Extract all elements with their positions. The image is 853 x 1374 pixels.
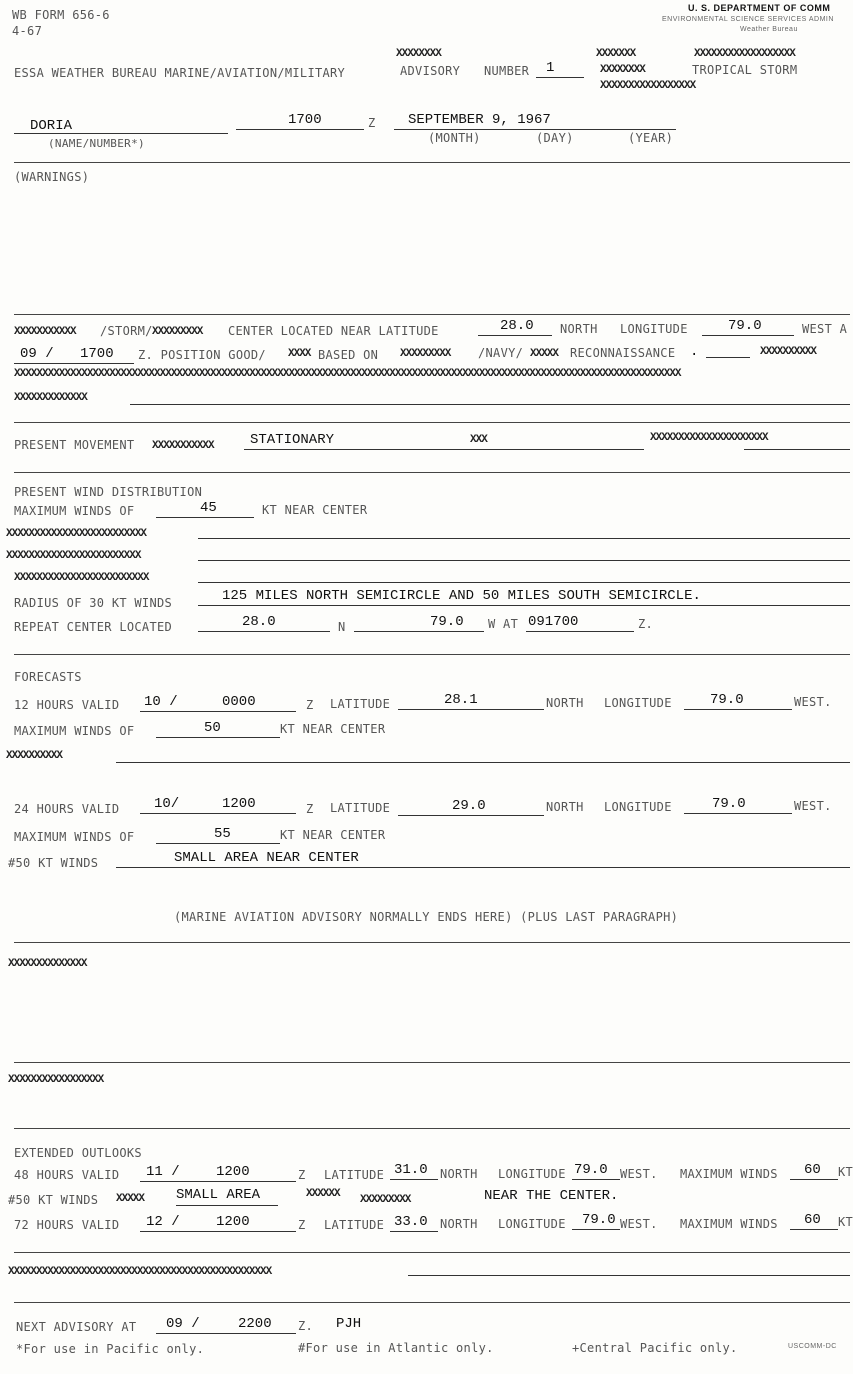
strikeout: XXXXXXXXXX (6, 750, 63, 762)
o72-latitude: 33.0 (394, 1214, 428, 1230)
atlantic-footnote: #For use in Atlantic only. (298, 1341, 494, 1355)
f24-day: 10/ (154, 796, 180, 812)
storm-name: DORIA (30, 118, 73, 134)
latitude-label: LATITUDE (324, 1218, 385, 1232)
o48-latitude: 31.0 (394, 1162, 428, 1178)
department-name: U. S. DEPARTMENT OF COMM (688, 3, 831, 13)
based-on-label: BASED ON (318, 348, 379, 362)
underline (140, 711, 296, 712)
strikeout: XXXXXXXXXXXXXXXXXX (694, 48, 795, 60)
date-underline (394, 129, 676, 130)
z-label: Z (298, 1218, 306, 1232)
divider (14, 1252, 850, 1253)
underline (156, 843, 280, 844)
strikeout: XXXXX (530, 348, 559, 360)
underline (790, 1179, 838, 1180)
underline (478, 335, 552, 336)
strikeout: XXXXXXXXXXXXXXXXXXXXX (650, 432, 768, 444)
o72-max: 60 (804, 1212, 821, 1228)
month-caption: (MONTH) (428, 131, 481, 145)
printer-stamp: USCOMM-DC (788, 1343, 837, 1350)
longitude-label: LONGITUDE (604, 696, 672, 710)
f24-max-label: MAXIMUM WINDS OF (14, 830, 135, 844)
underline (790, 1229, 838, 1230)
position-time: 1700 (80, 346, 114, 362)
center-latitude: 28.0 (500, 318, 534, 334)
underline (398, 815, 544, 816)
period: . (690, 344, 699, 360)
o48-max: 60 (804, 1162, 821, 1178)
o72-day: 12 / (146, 1214, 180, 1230)
kt-label: KT (838, 1165, 853, 1179)
forecasts-label: FORECASTS (14, 670, 82, 684)
o72-time: 1200 (216, 1214, 250, 1230)
f12-max-label: MAXIMUM WINDS OF (14, 724, 135, 738)
position-good-label: Z. POSITION GOOD/ (138, 348, 266, 362)
strikeout: XXXXXXXXXXXXXXXXXXXXXXXXXXXXXXXXXXXXXXXXXXXXXXX (8, 1266, 272, 1278)
advisory-label: ADVISORY (400, 64, 461, 78)
warnings-label: (WARNINGS) (14, 170, 90, 184)
reconnaissance-label: RECONNAISSANCE (570, 346, 676, 360)
underline (198, 560, 850, 561)
radius-value: 125 MILES NORTH SEMICIRCLE AND 50 MILES SOUTH SEMICIRCLE. (222, 588, 701, 604)
underline (398, 709, 544, 710)
next-advisory-label: NEXT ADVISORY AT (16, 1320, 137, 1334)
agency-name: ENVIRONMENTAL SCIENCE SERVICES ADMIN (662, 16, 834, 23)
advisory-time: 1700 (288, 112, 322, 128)
strikeout: XXXXXXXXXXXXXXXXXXXXXXXXXXXXXXXXXXXXXXXXXXXXXXXXXXXXXXXXXXXXXXXXXXXXXXXXXXXXXXXXXXXXXXXXXXXXXXXXXXXXXXXXXXXXXXXXXXXXXXX (14, 368, 681, 380)
repeat-time: 091700 (528, 614, 579, 630)
strikeout: XXXXXXXXX (152, 326, 203, 338)
underline (526, 631, 634, 632)
divider (14, 314, 850, 315)
underline (390, 1231, 438, 1232)
latitude-label: LATITUDE (330, 697, 391, 711)
f12-max: 50 (204, 720, 221, 736)
w-at-label: W AT (488, 617, 519, 631)
underline (572, 1179, 620, 1180)
north-label: NORTH (440, 1217, 478, 1231)
underline (408, 1275, 850, 1276)
central-pacific-footnote: +Central Pacific only. (572, 1341, 738, 1355)
west-label: WEST A (802, 322, 848, 336)
underline (140, 1181, 296, 1182)
strikeout: XXXXXXXXXX (760, 346, 817, 358)
repeat-longitude: 79.0 (430, 614, 464, 630)
navy-label: /NAVY/ (478, 346, 524, 360)
f12-longitude: 79.0 (710, 692, 744, 708)
kt50-label: #50 KT WINDS (8, 856, 99, 870)
bureau-name: Weather Bureau (740, 26, 798, 33)
number-label: NUMBER (484, 64, 530, 78)
near-center-label: KT NEAR CENTER (280, 722, 386, 736)
longitude-label: LONGITUDE (604, 800, 672, 814)
divider (14, 942, 850, 943)
kt50-small-area: SMALL AREA (176, 1187, 261, 1203)
underline (156, 517, 254, 518)
strikeout: XXXXXXXXXXXXXX (8, 958, 87, 970)
underline (706, 357, 750, 358)
movement-label: PRESENT MOVEMENT (14, 438, 135, 452)
wind-distribution-label: PRESENT WIND DISTRIBUTION (14, 485, 203, 499)
z-label: Z (306, 698, 314, 712)
divider (14, 654, 850, 655)
z-label: Z (298, 1168, 306, 1182)
north-label: NORTH (546, 696, 584, 710)
strikeout: XXXXX (116, 1193, 145, 1205)
longitude-label: LONGITUDE (498, 1167, 566, 1181)
next-time: 2200 (238, 1316, 272, 1332)
underline (198, 582, 850, 583)
f12-latitude: 28.1 (444, 692, 478, 708)
storm-type: TROPICAL STORM (692, 63, 798, 77)
form-date: 4-67 (12, 24, 43, 38)
strikeout: XXXXXX (306, 1188, 340, 1200)
f24-longitude: 79.0 (712, 796, 746, 812)
kt50-near-center: NEAR THE CENTER. (484, 1188, 619, 1204)
underline (156, 737, 280, 738)
west-label: WEST. (794, 799, 832, 813)
center-located-label: CENTER LOCATED NEAR LATITUDE (228, 324, 439, 338)
underline (116, 762, 850, 763)
next-day: 09 / (166, 1316, 200, 1332)
underline (140, 1231, 296, 1232)
underline (572, 1229, 620, 1230)
office-line: ESSA WEATHER BUREAU MARINE/AVIATION/MILITARY (14, 66, 346, 80)
center-longitude: 79.0 (728, 318, 762, 334)
near-center-label: KT NEAR CENTER (280, 828, 386, 842)
north-label: NORTH (440, 1167, 478, 1181)
underline (198, 605, 850, 606)
latitude-label: LATITUDE (324, 1168, 385, 1182)
underline (140, 813, 296, 814)
near-center-label: KT NEAR CENTER (262, 503, 368, 517)
name-underline (14, 133, 228, 134)
o48-time: 1200 (216, 1164, 250, 1180)
strikeout: XXXXXXX (596, 48, 636, 60)
year-caption: (YEAR) (628, 131, 674, 145)
repeat-latitude: 28.0 (242, 614, 276, 630)
strikeout: XXX (470, 434, 487, 446)
underline (14, 363, 134, 364)
underline (390, 1179, 438, 1180)
storm-label: /STORM/ (100, 324, 153, 338)
strikeout: XXXXXXXXXXXXXXXXX (600, 80, 696, 92)
strikeout: XXXXXXXXXXXXXXXXXXXXXXXXX (6, 528, 147, 540)
longitude-label: LONGITUDE (498, 1217, 566, 1231)
repeat-center-label: REPEAT CENTER LOCATED (14, 620, 173, 634)
west-label: WEST. (794, 695, 832, 709)
max-winds-label: MAXIMUM WINDS OF (14, 504, 135, 518)
west-label: WEST. (620, 1217, 658, 1231)
f24-hours-label: 24 HOURS VALID (14, 802, 120, 816)
forecaster-initials: PJH (336, 1316, 362, 1332)
underline (116, 867, 850, 868)
underline (702, 335, 794, 336)
underline (156, 1333, 296, 1334)
advisory-number: 1 (546, 60, 555, 76)
strikeout: XXXXXXXXX (360, 1194, 411, 1206)
underline (354, 631, 484, 632)
max-winds-label: MAXIMUM WINDS (680, 1167, 778, 1181)
strikeout: XXXXXXXXXXXXXXXXXXXXXXXX (6, 550, 141, 562)
z-label: Z. (298, 1319, 314, 1333)
f12-day: 10 / (144, 694, 178, 710)
underline (684, 709, 792, 710)
north-label: NORTH (560, 322, 598, 336)
strikeout: XXXX (288, 348, 311, 360)
latitude-label: LATITUDE (330, 801, 391, 815)
max-winds-value: 45 (200, 500, 217, 516)
divider (14, 422, 850, 423)
divider (14, 1302, 850, 1303)
advisory-date: SEPTEMBER 9, 1967 (408, 112, 551, 128)
west-label: WEST. (620, 1167, 658, 1181)
divider (14, 162, 850, 163)
underline (130, 404, 850, 405)
f24-latitude: 29.0 (452, 798, 486, 814)
position-date: 09 / (20, 346, 54, 362)
strikeout: XXXXXXXX (600, 64, 645, 76)
longitude-label: LONGITUDE (620, 322, 688, 336)
time-underline (236, 129, 364, 130)
z-label: Z (368, 116, 376, 130)
o48-longitude: 79.0 (574, 1162, 608, 1178)
movement-value: STATIONARY (250, 432, 335, 448)
marine-advisory-note: (MARINE AVIATION ADVISORY NORMALLY ENDS HERE) (PLUS LAST PARAGRAPH) (174, 910, 679, 924)
f12-time: 0000 (222, 694, 256, 710)
divider (14, 472, 850, 473)
o48-day: 11 / (146, 1164, 180, 1180)
form-number: WB FORM 656-6 (12, 8, 110, 22)
north-label: NORTH (546, 800, 584, 814)
max-winds-label: MAXIMUM WINDS (680, 1217, 778, 1231)
strikeout: XXXXXXXXX (400, 348, 451, 360)
underline (244, 449, 644, 450)
o72-longitude: 79.0 (582, 1212, 616, 1228)
strikeout: XXXXXXXXXXX (152, 440, 214, 452)
z-label: Z. (638, 617, 654, 631)
underline (176, 1205, 278, 1206)
kt50-label: #50 KT WINDS (8, 1193, 99, 1207)
underline (744, 449, 850, 450)
radius-label: RADIUS OF 30 KT WINDS (14, 596, 173, 610)
number-underline (536, 77, 584, 78)
kt50-value: SMALL AREA NEAR CENTER (174, 850, 359, 866)
outlooks-label: EXTENDED OUTLOOKS (14, 1146, 142, 1160)
divider (14, 1062, 850, 1063)
strikeout: XXXXXXXXXXXXXXXXXXXXXXXX (14, 572, 149, 584)
f12-hours-label: 12 HOURS VALID (14, 698, 120, 712)
kt-label: KT (838, 1215, 853, 1229)
underline (198, 538, 850, 539)
name-caption: (NAME/NUMBER*) (48, 137, 145, 150)
n-label: N (338, 620, 346, 634)
pacific-footnote: *For use in Pacific only. (16, 1342, 205, 1356)
day-caption: (DAY) (536, 131, 574, 145)
z-label: Z (306, 802, 314, 816)
o48-hours-label: 48 HOURS VALID (14, 1168, 120, 1182)
underline (198, 631, 330, 632)
strikeout: XXXXXXXXXXXXX (14, 392, 87, 404)
strikeout: XXXXXXXXXXXXXXXXX (8, 1074, 104, 1086)
f24-time: 1200 (222, 796, 256, 812)
strikeout: XXXXXXXXXXX (14, 326, 76, 338)
f24-max: 55 (214, 826, 231, 842)
o72-hours-label: 72 HOURS VALID (14, 1218, 120, 1232)
divider (14, 1128, 850, 1129)
strikeout: XXXXXXXX (396, 48, 441, 60)
underline (684, 813, 792, 814)
